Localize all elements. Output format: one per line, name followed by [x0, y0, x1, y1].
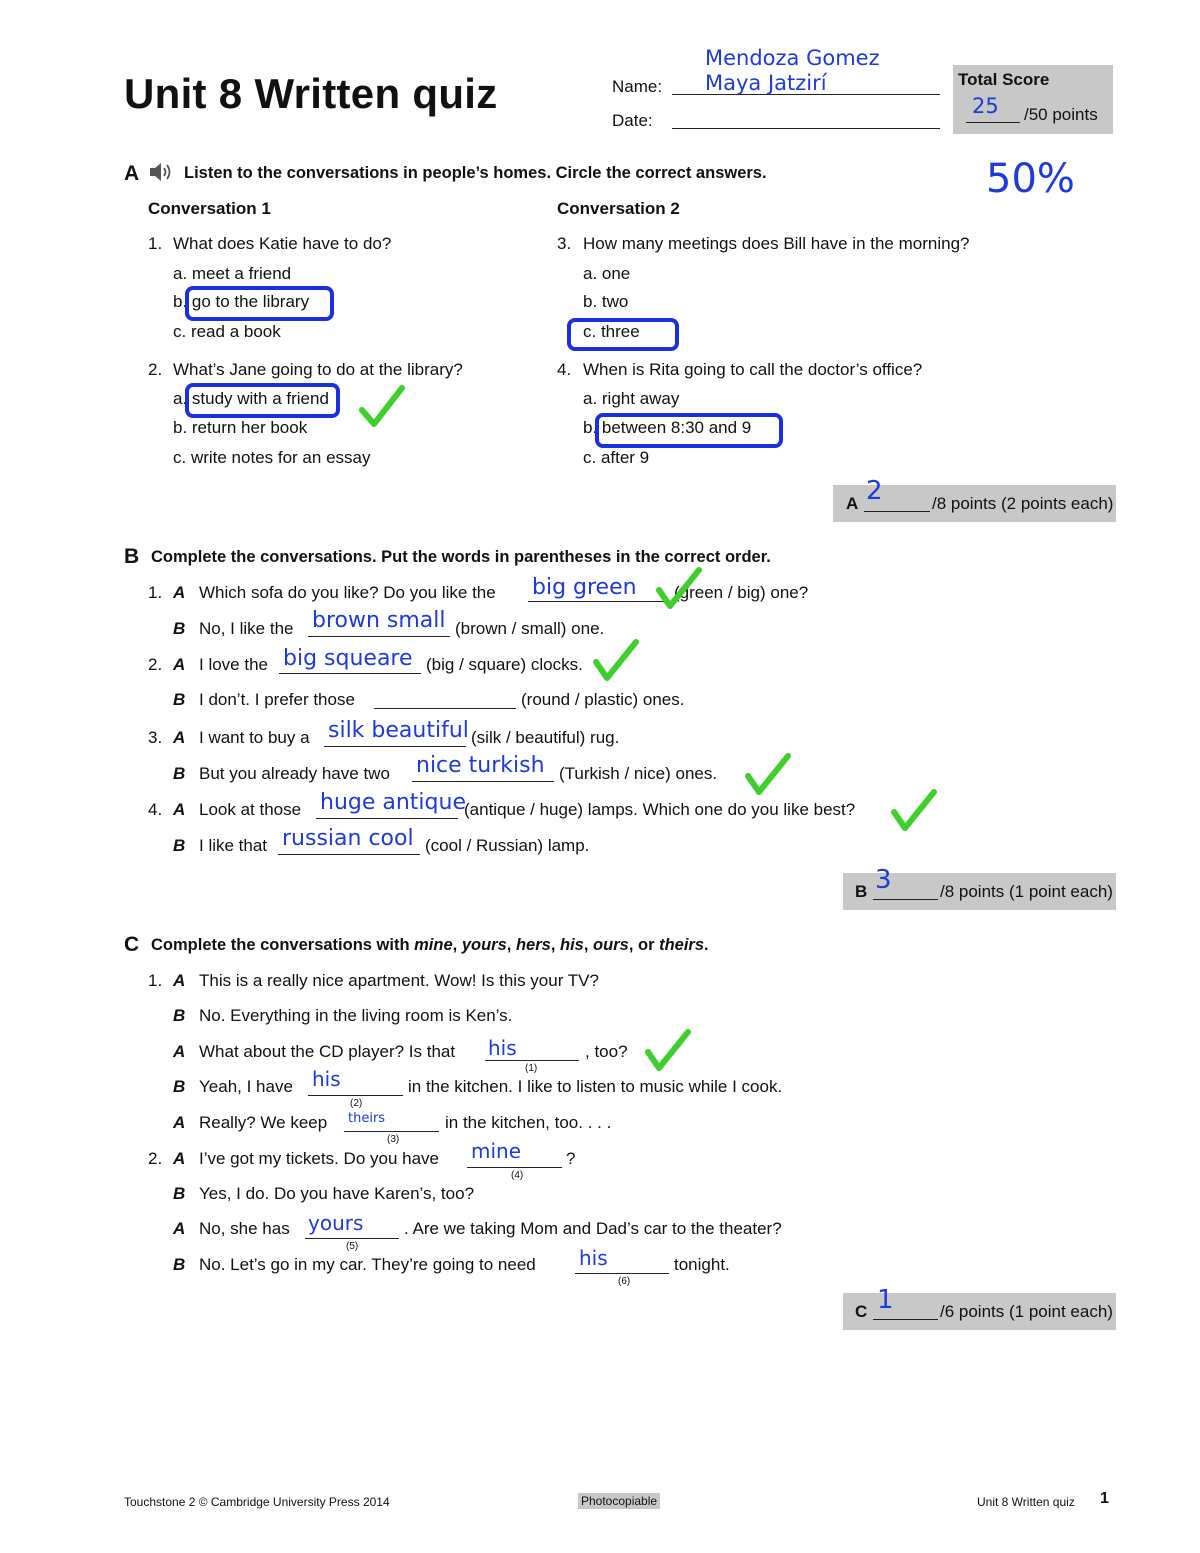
blank-number: (3) — [387, 1134, 400, 1145]
speaker-label: A — [173, 971, 186, 990]
answer-blank[interactable] — [575, 1273, 669, 1274]
speaker-label: A — [173, 1042, 186, 1061]
answer-circle — [185, 286, 334, 321]
question-3-text: How many meetings does Bill have in the morning? — [583, 234, 970, 253]
answer-text: brown small — [312, 608, 446, 633]
student-name-line1: Mendoza Gomez — [705, 46, 880, 70]
answer-blank[interactable] — [305, 1238, 399, 1239]
answer-blank[interactable] — [308, 636, 450, 637]
section-a-score-letter: A — [846, 494, 859, 513]
student-name-line2: Maya Jatzirí — [705, 71, 827, 95]
question-1-option-a[interactable]: a. meet a friend — [173, 264, 292, 283]
prompt-text: Yeah, I have — [199, 1077, 293, 1096]
answer-circle — [567, 318, 679, 351]
footer-photocopiable: Photocopiable — [578, 1493, 660, 1509]
answer-text: russian cool — [282, 826, 414, 851]
speaker-label: B — [173, 1184, 186, 1203]
page-number: 1 — [1100, 1490, 1109, 1507]
prompt-text: No, she has — [199, 1219, 290, 1238]
answer-text: his — [488, 1036, 517, 1060]
name-label: Name: — [612, 77, 663, 96]
checkmark-icon — [644, 1028, 692, 1074]
hint-text: (cool / Russian) lamp. — [425, 836, 590, 855]
answer-blank[interactable] — [278, 854, 420, 855]
section-a-score-value: 2 — [866, 476, 883, 506]
hint-text: (Turkish / nice) ones. — [559, 764, 718, 783]
section-a-score-blank — [864, 511, 930, 512]
blank-number: (1) — [525, 1063, 538, 1074]
footer-quiz-name: Unit 8 Written quiz — [977, 1495, 1075, 1509]
date-label: Date: — [612, 111, 653, 130]
page-title: Unit 8 Written quiz — [124, 70, 498, 117]
section-c-score-points: /6 points (1 point each) — [940, 1302, 1113, 1321]
section-b-score-points: /8 points (1 point each) — [940, 882, 1113, 901]
checkmark-icon — [744, 752, 792, 798]
section-b-score-letter: B — [855, 882, 868, 901]
question-4-text: When is Rita going to call the doctor’s office? — [583, 360, 923, 379]
answer-circle — [185, 383, 340, 418]
checkmark-icon — [890, 788, 938, 834]
speaker-label: A — [173, 1149, 186, 1168]
after-text: in the kitchen, too. . . . — [445, 1113, 612, 1132]
prompt-text: I like that — [199, 836, 268, 855]
answer-blank[interactable] — [485, 1060, 579, 1061]
question-3-option-a[interactable]: a. one — [583, 264, 631, 283]
hint-text: (brown / small) one. — [455, 619, 605, 638]
total-points-text: /50 points — [1024, 105, 1098, 124]
row-number: 1. — [148, 971, 163, 990]
section-c-score-blank — [873, 1319, 938, 1320]
after-text: . Are we taking Mom and Dad’s car to the theater? — [404, 1219, 782, 1238]
prompt-text: No. Let’s go in my car. They’re going to need — [199, 1255, 536, 1274]
answer-text: big green — [532, 575, 637, 600]
blank-number: (6) — [618, 1276, 631, 1287]
question-2-option-a[interactable]: a. study with a friend — [173, 389, 329, 408]
total-score-value: 25 — [972, 94, 999, 118]
hint-text: (antique / huge) lamps. Which one do you like best? — [464, 800, 856, 819]
prompt-text: No. Everything in the living room is Ken’s. — [199, 1006, 513, 1025]
question-1-number: 1. — [148, 234, 163, 253]
hint-text: (round / plastic) ones. — [521, 690, 685, 709]
speaker-label: A — [173, 1219, 186, 1238]
answer-blank[interactable] — [308, 1095, 403, 1096]
answer-blank[interactable] — [316, 818, 458, 819]
answer-blank[interactable] — [467, 1167, 562, 1168]
audio-speaker-icon — [148, 160, 174, 184]
section-b-letter: B — [124, 545, 140, 568]
section-c-instruction: Complete the conversations with mine, yours, hers, his, ours, or theirs. — [151, 936, 709, 954]
total-score-blank — [966, 122, 1020, 123]
checkmark-icon — [358, 384, 406, 430]
question-1-text: What does Katie have to do? — [173, 234, 392, 253]
question-4-option-c[interactable]: c. after 9 — [583, 448, 650, 467]
answer-text: theirs — [348, 1111, 386, 1126]
hint-text: (big / square) clocks. — [426, 655, 583, 674]
prompt-text: What about the CD player? Is that — [199, 1042, 456, 1061]
question-1-option-b[interactable]: b. go to the library — [173, 292, 310, 311]
section-a-instruction: Listen to the conversations in people’s homes. Circle the correct answers. — [184, 164, 767, 182]
question-3-number: 3. — [557, 234, 572, 253]
after-text: tonight. — [674, 1255, 730, 1274]
answer-text: big squeare — [283, 646, 413, 671]
prompt-text: I want to buy a — [199, 728, 310, 747]
answer-blank[interactable] — [324, 746, 466, 747]
prompt-text: No, I like the — [199, 619, 294, 638]
after-text: ? — [566, 1149, 576, 1168]
answer-text: his — [312, 1067, 341, 1091]
answer-blank[interactable] — [279, 673, 421, 674]
question-2-text: What’s Jane going to do at the library? — [173, 360, 463, 379]
checkmark-icon — [592, 638, 640, 684]
prompt-text: I’ve got my tickets. Do you have — [199, 1149, 439, 1168]
speaker-label: A — [173, 800, 186, 819]
answer-text: mine — [471, 1139, 522, 1163]
percent-score: 50% — [986, 156, 1075, 202]
after-text: , too? — [585, 1042, 628, 1061]
question-3-option-c[interactable]: c. three — [583, 322, 640, 341]
conversation-2-title: Conversation 2 — [557, 199, 680, 218]
section-c-score-letter: C — [855, 1302, 868, 1321]
answer-blank[interactable] — [412, 781, 554, 782]
speaker-label: B — [173, 1077, 186, 1096]
row-number: 3. — [148, 728, 163, 747]
row-number: 2. — [148, 655, 163, 674]
answer-text: nice turkish — [416, 753, 545, 778]
question-4-option-a[interactable]: a. right away — [583, 389, 680, 408]
blank-number: (5) — [346, 1241, 359, 1252]
date-line — [672, 128, 940, 129]
answer-text: silk beautiful — [328, 718, 469, 743]
row-number: 4. — [148, 800, 163, 819]
question-2-option-b[interactable]: b. return her book — [173, 418, 308, 437]
after-text: in the kitchen. I like to listen to music while I cook. — [408, 1077, 783, 1096]
answer-text: huge antique — [320, 790, 466, 815]
question-2-option-c[interactable]: c. write notes for an essay — [173, 448, 371, 467]
prompt-text: Look at those — [199, 800, 302, 819]
speaker-label: A — [173, 583, 186, 602]
speaker-label: A — [173, 728, 186, 747]
answer-text: his — [579, 1246, 608, 1270]
footer-copyright: Touchstone 2 © Cambridge University Press 2014 — [124, 1495, 390, 1509]
conversation-1-title: Conversation 1 — [148, 199, 271, 218]
section-c-score-value: 1 — [877, 1285, 894, 1315]
speaker-label: A — [173, 1113, 186, 1132]
speaker-label: B — [173, 764, 186, 783]
section-b-instruction: Complete the conversations. Put the words in parentheses in the correct order. — [151, 548, 771, 566]
blank-number: (2) — [350, 1098, 363, 1109]
speaker-label: B — [173, 690, 186, 709]
answer-circle — [595, 413, 783, 448]
speaker-label: A — [173, 655, 186, 674]
question-3-option-b[interactable]: b. two — [583, 292, 629, 311]
speaker-label: B — [173, 1006, 186, 1025]
question-1-option-c[interactable]: c. read a book — [173, 322, 281, 341]
prompt-text: This is a really nice apartment. Wow! Is this your TV? — [199, 971, 599, 990]
answer-blank[interactable] — [374, 708, 516, 709]
prompt-text: But you already have two — [199, 764, 390, 783]
answer-text: yours — [308, 1211, 364, 1235]
speaker-label: B — [173, 836, 186, 855]
section-a-score-points: /8 points (2 points each) — [932, 494, 1114, 513]
total-score-label: Total Score — [958, 70, 1050, 89]
answer-blank[interactable] — [528, 601, 670, 602]
prompt-text: Yes, I do. Do you have Karen’s, too? — [199, 1184, 475, 1203]
section-b-score-value: 3 — [875, 865, 892, 895]
hint-text: (green / big) one? — [674, 583, 809, 602]
question-2-number: 2. — [148, 360, 163, 379]
row-number: 2. — [148, 1149, 163, 1168]
answer-blank[interactable] — [344, 1131, 439, 1132]
prompt-text: I don’t. I prefer those — [199, 690, 355, 709]
question-4-number: 4. — [557, 360, 572, 379]
speaker-label: B — [173, 1255, 186, 1274]
prompt-text: Really? We keep — [199, 1113, 328, 1132]
section-c-letter: C — [124, 933, 140, 956]
prompt-text: Which sofa do you like? Do you like the — [199, 583, 496, 602]
prompt-text: I love the — [199, 655, 268, 674]
row-number: 1. — [148, 583, 163, 602]
blank-number: (4) — [511, 1170, 524, 1181]
hint-text: (silk / beautiful) rug. — [471, 728, 620, 747]
section-b-score-blank — [873, 899, 938, 900]
question-4-option-b[interactable]: b. between 8:30 and 9 — [583, 418, 752, 437]
section-a-letter: A — [124, 162, 140, 185]
speaker-label: B — [173, 619, 186, 638]
checkmark-icon — [655, 566, 703, 612]
